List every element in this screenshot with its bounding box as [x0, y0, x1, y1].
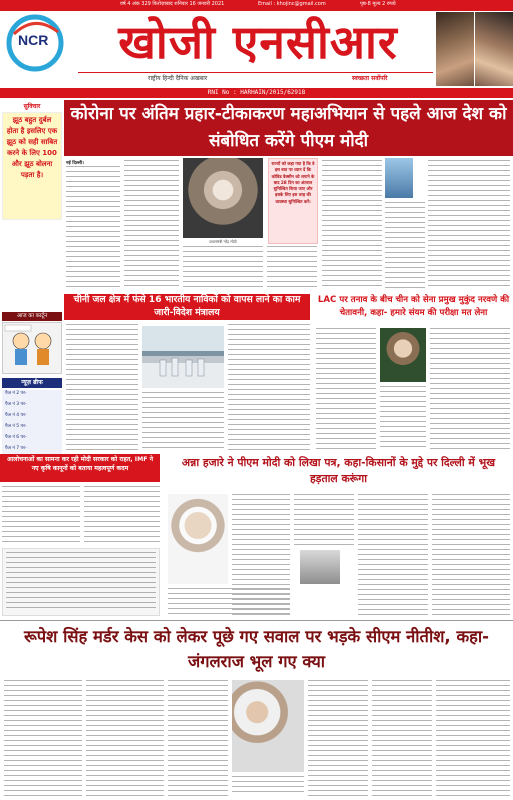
news-brief-header: न्यूज़ ब्रीफ: [2, 378, 62, 388]
lead-column-4: [267, 246, 317, 290]
cartoon-box: [2, 322, 62, 374]
nitish-column-1: [4, 680, 82, 796]
nitish-photo-caption: [232, 776, 304, 796]
cartoon-drawing-icon: [3, 323, 61, 373]
china-column-3: [228, 324, 310, 450]
nitish-headline: रूपेश सिंह मर्डर केस को लेकर पूछे गए सवाल पर भड़के सीएम नीतीश, कहा- जंगलराज भूल गए क्या: [23, 627, 490, 671]
nitish-headline-divider: [0, 620, 513, 621]
tagline-right: स्वच्छता सर्वोपरि: [352, 75, 388, 82]
nitish-column-3: [168, 680, 228, 796]
imf-column-2: [84, 486, 160, 546]
anna-photo: [168, 494, 228, 584]
news-brief-list: [2, 390, 62, 456]
imf-box-text: [6, 552, 156, 612]
masthead-title: खोजी एनसीआर: [118, 15, 398, 69]
nitish-photo: [232, 680, 304, 772]
masthead-divider: [78, 72, 433, 73]
modi-photo-caption: प्रधानमंत्री नरेंद्र मोदी: [209, 239, 237, 244]
thought-quote: झूठ बहुत दुर्बल होता है इसलिए एक झूठ को सही साबित करने के लिए 100 और झूठ बोलना पड़ता है।: [6, 116, 58, 179]
brief-item[interactable]: पैज नं 7 पर-: [5, 446, 27, 451]
lac-column-1: [316, 328, 376, 450]
lead-headline: कोरोना पर अंतिम प्रहार-टीकाकरण महाअभियान से पहले आज देश को संबोधित करेंगे पीएम मोदी: [64, 100, 513, 156]
china-column-2: [142, 392, 224, 450]
lac-column-2: [380, 386, 426, 450]
lead-column-6: [385, 202, 425, 290]
email: Email : khojinc@gmail.com: [258, 1, 326, 7]
cartoon-header: आज का कार्टून: [2, 312, 62, 321]
anna-small-photo: [300, 550, 340, 584]
thought-header: सुविचार: [2, 102, 62, 111]
lead-column-2: [124, 160, 179, 290]
brief-item[interactable]: पैज नं 4 पर-: [5, 413, 27, 418]
modi-photo: [183, 158, 263, 238]
imf-box: [2, 548, 160, 616]
lead-column-3: [183, 246, 263, 290]
anna-headline: अन्ना हजारे ने पीएम मोदी को लिखा पत्र, कहा-किसानों के मुद्दे पर दिल्ली में भूख हड़ताल करूंगा: [181, 456, 496, 485]
anna-column-5: [168, 588, 290, 616]
masthead-info-bar: [0, 0, 513, 11]
anna-column-2: [294, 494, 354, 546]
logo-text: NCR: [18, 32, 49, 48]
ship-photo: [142, 326, 224, 388]
pullquote-box: [268, 158, 318, 244]
anna-column-4: [432, 494, 510, 616]
lead-dateline: नई दिल्ली।: [66, 161, 84, 166]
naravane-photo: [380, 328, 426, 382]
vaccine-photo: [385, 158, 413, 198]
imf-column-1: [2, 486, 80, 546]
masthead-ad-photos: [436, 12, 513, 86]
nitish-column-2: [86, 680, 164, 796]
nitish-column-5: [372, 680, 432, 796]
ad-photo-left: [436, 12, 474, 86]
tagline: राष्ट्रीय हिन्दी दैनिक अखबार: [148, 75, 208, 82]
workers-silhouette-icon: [142, 326, 224, 388]
imf-headline: आलोचनाओं का सामना कर रही मोदी सरकार को राहत, IMF ने नए कृषि कानूनों को बताया महत्वपूर्ण कदम: [0, 454, 160, 482]
china-water-headline: चीनी जल क्षेत्र में फंसे 16 भारतीय नाविकों को वापस लाने का काम जारी-विदेश मंत्रालय: [64, 294, 310, 320]
lac-column-3: [430, 328, 510, 450]
ad-photo-right: [475, 12, 513, 86]
masthead: [0, 0, 513, 88]
lac-headline: LAC पर तनाव के बीच चीन को सेना प्रमुख मुकुंद नरवणे की चेतावनी, कहा- हमारे संयम की परीक्षा मत लेना: [317, 295, 510, 318]
brief-item[interactable]: पैज नं 5 पर-: [5, 424, 27, 429]
nitish-column-4: [308, 680, 368, 796]
issue-info: वर्ष 4 अंक 329 फिरोज़ाबाद शनिवार 16 जनवरी 2021: [120, 1, 225, 7]
nitish-column-6: [436, 680, 510, 796]
brief-item[interactable]: पैज नं 6 पर-: [5, 435, 27, 440]
rni-number: RNI No : HARHAIN/2015/62918: [207, 89, 306, 96]
price-info: पृष्ठ-8 मूल्य 2 रुपये: [360, 1, 396, 7]
lead-column-1: [66, 166, 120, 290]
rni-bar: [0, 88, 513, 98]
china-column-1: [66, 324, 138, 450]
lead-column-5: [322, 160, 382, 290]
pullquote-text: राज्यों को कहा गया है कि वे इस बात पर ध्यान दें कि कोविड वैक्सीन को लगाने के बाद 28 दिन का अंतराल सुनिश्चित किया जाए और इसके लिए इस तरह की व्यवस्था सुनिश्चित करें।: [271, 161, 315, 204]
anna-column-3: [358, 494, 428, 616]
thought-box: [2, 112, 62, 220]
sidebar: [2, 100, 62, 455]
lead-column-7: [428, 160, 510, 290]
ncr-logo: [4, 12, 66, 74]
brief-item[interactable]: पैज नं 2 पर-: [5, 391, 27, 396]
brief-item[interactable]: पैज नं 3 पर-: [5, 402, 27, 407]
